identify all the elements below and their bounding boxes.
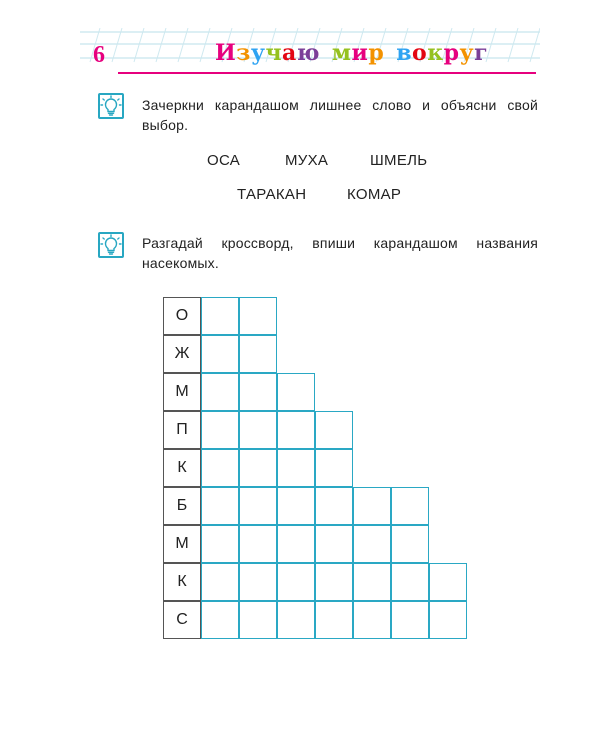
title-letter: м (331, 40, 352, 66)
crossword-cell[interactable] (277, 525, 315, 563)
crossword-cell[interactable] (277, 487, 315, 525)
crossword-cell[interactable] (239, 373, 277, 411)
title-letter: з (236, 40, 251, 66)
crossword-start-letter: К (163, 563, 201, 601)
title-letter: а (282, 40, 297, 66)
crossword-cell[interactable] (391, 563, 429, 601)
header-rule (118, 72, 536, 74)
crossword-cell[interactable] (277, 601, 315, 639)
crossword-start-letter: Ж (163, 335, 201, 373)
crossword-cell[interactable] (315, 563, 353, 601)
crossword-cell[interactable] (239, 563, 277, 601)
crossword-cell[interactable] (429, 563, 467, 601)
title-letter: в (396, 40, 413, 66)
title-letter: И (215, 40, 237, 66)
crossword-start-letter: К (163, 449, 201, 487)
lightbulb-icon (98, 232, 124, 258)
crossword-cell[interactable] (315, 411, 353, 449)
crossword-cell[interactable] (239, 335, 277, 373)
crossword-cell[interactable] (201, 297, 239, 335)
word-komar[interactable]: КОМАР (347, 186, 402, 203)
title-letter: у (459, 40, 475, 66)
word-mukha[interactable]: МУХА (285, 152, 329, 169)
crossword-cell[interactable] (277, 373, 315, 411)
title-letter: у (250, 40, 266, 66)
crossword-cell[interactable] (201, 487, 239, 525)
crossword-cell[interactable] (201, 525, 239, 563)
crossword-start-letter: Б (163, 487, 201, 525)
crossword-cell[interactable] (201, 601, 239, 639)
lightbulb-icon (98, 93, 124, 119)
crossword-cell[interactable] (201, 449, 239, 487)
title-letter: к (427, 40, 444, 66)
crossword-cell[interactable] (353, 525, 391, 563)
crossword-cell[interactable] (353, 601, 391, 639)
crossword-cell[interactable] (353, 487, 391, 525)
crossword-start-letter: О (163, 297, 201, 335)
crossword-cell[interactable] (201, 411, 239, 449)
crossword-cell[interactable] (277, 563, 315, 601)
crossword-cell[interactable] (201, 563, 239, 601)
crossword-cell[interactable] (239, 525, 277, 563)
crossword-cell[interactable] (315, 601, 353, 639)
title-letter: ю (296, 40, 320, 66)
crossword-cell[interactable] (315, 487, 353, 525)
crossword-cell[interactable] (315, 525, 353, 563)
crossword-cell[interactable] (239, 487, 277, 525)
crossword-cell[interactable] (391, 601, 429, 639)
crossword-cell[interactable] (391, 487, 429, 525)
crossword-cell[interactable] (201, 335, 239, 373)
title-letter: р (443, 40, 460, 66)
crossword-cell[interactable] (315, 449, 353, 487)
task2-instruction: Разгадай кроссворд, впиши карандашом названия насекомых. (142, 235, 538, 271)
word-tarakan[interactable]: ТАРАКАН (237, 186, 307, 203)
word-osa[interactable]: ОСА (207, 152, 241, 169)
crossword-cell[interactable] (391, 525, 429, 563)
crossword-cell[interactable] (239, 411, 277, 449)
crossword-cell[interactable] (429, 601, 467, 639)
crossword-cell[interactable] (277, 449, 315, 487)
page-title (215, 40, 488, 66)
crossword-start-letter: С (163, 601, 201, 639)
title-letter: ч (265, 40, 283, 66)
title-letter: г (474, 40, 489, 66)
crossword-cell[interactable] (239, 449, 277, 487)
task1-instruction: Зачеркни карандашом лишнее слово и объясни свой выбор. (142, 97, 538, 133)
page-header (0, 0, 600, 95)
word-shmel[interactable]: ШМЕЛЬ (370, 152, 428, 169)
title-letter: р (368, 40, 385, 66)
crossword-cell[interactable] (277, 411, 315, 449)
crossword-cell[interactable] (239, 601, 277, 639)
crossword-start-letter: П (163, 411, 201, 449)
crossword-cell[interactable] (239, 297, 277, 335)
crossword-cell[interactable] (353, 563, 391, 601)
crossword-start-letter: М (163, 373, 201, 411)
crossword-start-letter: М (163, 525, 201, 563)
title-letter: о (412, 40, 428, 66)
crossword-cell[interactable] (201, 373, 239, 411)
page-number: 6 (93, 42, 105, 68)
title-letter: и (351, 40, 369, 66)
